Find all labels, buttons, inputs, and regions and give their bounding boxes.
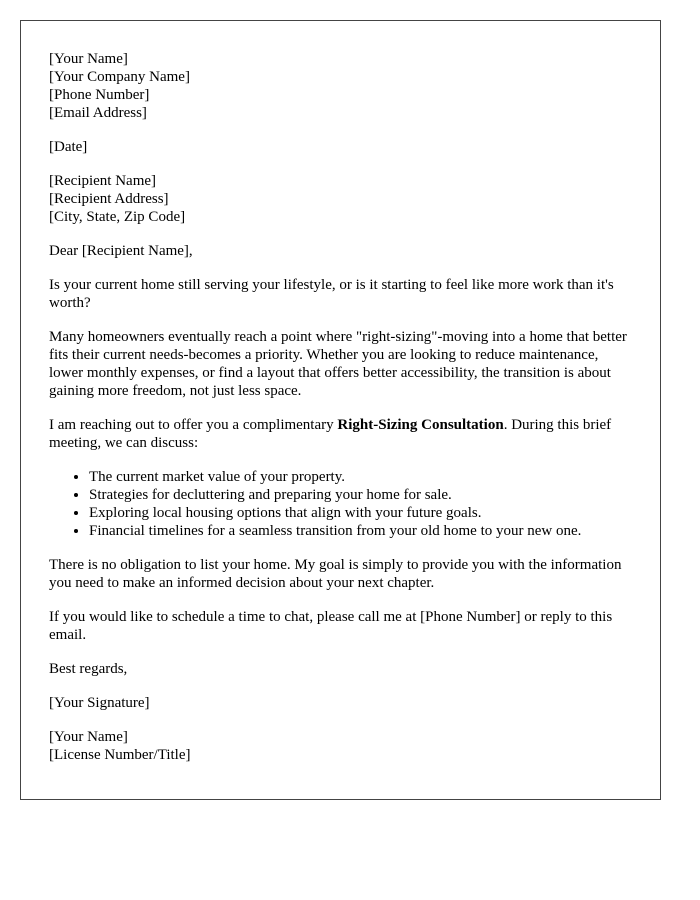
- closing: Best regards,: [49, 661, 128, 677]
- paragraph-contact: If you would like to schedule a time to chat, please call me at [Phone Number] or reply to this email.: [49, 609, 613, 643]
- list-item: • Strategies for decluttering and preparing your home for sale.: [89, 486, 632, 504]
- paragraph-obligation: There is no obligation to list your home. My goal is simply to provide you with the information you need to make an informed decision about your next chapter.: [49, 557, 622, 591]
- date: [Date]: [49, 139, 88, 155]
- discussion-list: [49, 468, 632, 540]
- recipient-block: [49, 172, 632, 226]
- recipient-city: [City, State, Zip Code]: [49, 209, 186, 225]
- sender-email: [Email Address]: [49, 105, 147, 121]
- recipient-name: [Recipient Name]: [49, 173, 157, 189]
- footer-block: [49, 728, 632, 764]
- offer-bold: Right-Sizing Consultation: [337, 417, 504, 433]
- offer-text-before: I am reaching out to offer you a complimentary: [49, 417, 338, 433]
- offer-text-after: . During this brief meeting, we can discuss:: [49, 417, 612, 451]
- sender-name: [Your Name]: [49, 51, 128, 67]
- signature: [Your Signature]: [49, 695, 150, 711]
- salutation: Dear [Recipient Name],: [49, 243, 193, 259]
- paragraph-right-sizing: Many homeowners eventually reach a point where "right-sizing"-moving into a home that better fits their current needs-becomes a priority. Whether you are looking to reduce maintenance, lower monthly expenses, or find a layout that offers better accessibility, the transition is about gaining more freedom, not just less space.: [49, 329, 627, 399]
- sender-company: [Your Company Name]: [49, 69, 190, 85]
- footer-name: [Your Name]: [49, 729, 128, 745]
- list-item: • The current market value of your property.: [89, 468, 632, 486]
- letter: [20, 20, 661, 800]
- list-item: • Exploring local housing options that align with your future goals.: [89, 504, 632, 522]
- paragraph-offer: [49, 416, 632, 452]
- sender-block: [49, 50, 632, 122]
- list-item: • Financial timelines for a seamless transition from your old home to your new one.: [89, 522, 632, 540]
- paragraph-intro: Is your current home still serving your lifestyle, or is it starting to feel like more work than it's worth?: [49, 277, 614, 311]
- recipient-address: [Recipient Address]: [49, 191, 169, 207]
- sender-phone: [Phone Number]: [49, 87, 150, 103]
- footer-license: [License Number/Title]: [49, 747, 191, 763]
